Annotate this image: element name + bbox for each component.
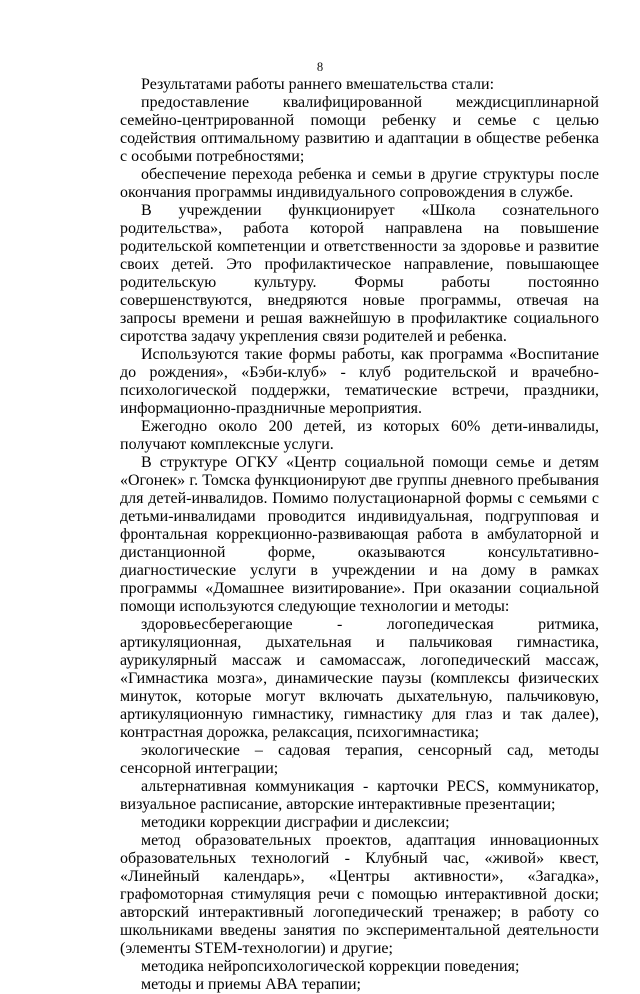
list-item-transition: обеспечение перехода ребенка и семьи в другие структуры после окончания программы индивидуального сопровождения в службе.	[120, 166, 599, 201]
list-item-neuropsychological: методика нейропсихологической коррекции поведения;	[141, 958, 520, 975]
paragraph-work-forms: Используются такие формы работы, как программа «Воспитание до рождения», «Бэби-клуб» - клуб родительской и врачебно-психологической поддержки, тематические встречи, праздники, информационно-праздничные мероприятия.	[120, 346, 599, 417]
paragraph-annual-children: Ежегодно около 200 детей, из которых 60% дети-инвалиды, получают комплексные услуги.	[120, 418, 599, 453]
list-item-health-saving: здоровьесберегающие - логопедическая ритмика, артикуляционная, дыхательная и пальчиковая гимнастика, аурикулярный массаж и самомассаж, логопедический массаж, «Гимнастика мозга», динамические паузы (комплексы физических минуток, которые могут включать дыхательную, пальчиковую, артикуляционную гимнастику, гимнастику для глаз и так далее), контрастная дорожка, релаксация, психогимнастика;	[120, 616, 599, 741]
page-number: 8	[316, 60, 324, 74]
document-body	[120, 76, 599, 994]
paragraph-ogonek-center: В структуре ОГКУ «Центр социальной помощи семье и детям «Огонек» г. Томска функционируют две группы дневного пребывания для детей-инвалидов. Помимо полустационарной формы с семьями с детьми-инвалидами проводится индивидуальная, подгрупповая и фронтальная коррекционно-развивающая работа в амбулаторной и дистанционной форме, оказываются консультативно-диагностические услуги в учреждении и на дому в рамках программы «Домашнее визитирование». При оказании социальной помощи используются следующие технологии и методы:	[120, 454, 599, 615]
paragraph-results-intro: Результатами работы раннего вмешательства стали:	[141, 76, 495, 93]
list-item-dysgraphia-methods: методики коррекции дисграфии и дислексии;	[141, 814, 450, 831]
list-item-educational-projects: метод образовательных проектов, адаптация инновационных образовательных технологий - Клубный час, «живой» квест, «Линейный календарь», «Центры активности», «Загадка», графомоторная стимуляция речи с помощью интерактивной доски; авторский интерактивный логопедический тренажер; в работу со школьниками введены занятия по экспериментальной деятельности (элементы STEM-технологии) и другие;	[120, 832, 599, 957]
list-item-alternative-communication: альтернативная коммуникация - карточки PECS, коммуникатор, визуальное расписание, авторские интерактивные презентации;	[120, 778, 599, 813]
list-item-ecological: экологические – садовая терапия, сенсорный сад, методы сенсорной интеграции;	[120, 742, 599, 777]
list-item-aba-therapy: методы и приемы АВА терапии;	[141, 976, 361, 993]
list-item-qualified-help: предоставление квалифицированной междисциплинарной семейно-центрированной помощи ребенку и семье с целью содействия оптимальному развитию и адаптации в обществе ребенка с особыми потребностями;	[120, 94, 599, 165]
paragraph-parenting-school: В учреждении функционирует «Школа сознательного родительства», работа которой направлена на повышение родительской компетенции и ответственности за здоровье и развитие своих детей. Это профилактическое направление, повышающее родительскую культуру. Формы работы постоянно совершенствуются, внедряются новые программы, отвечая на запросы времени и решая важнейшую в профилактике социального сиротства задачу укрепления связи родителей и ребенка.	[120, 202, 599, 345]
